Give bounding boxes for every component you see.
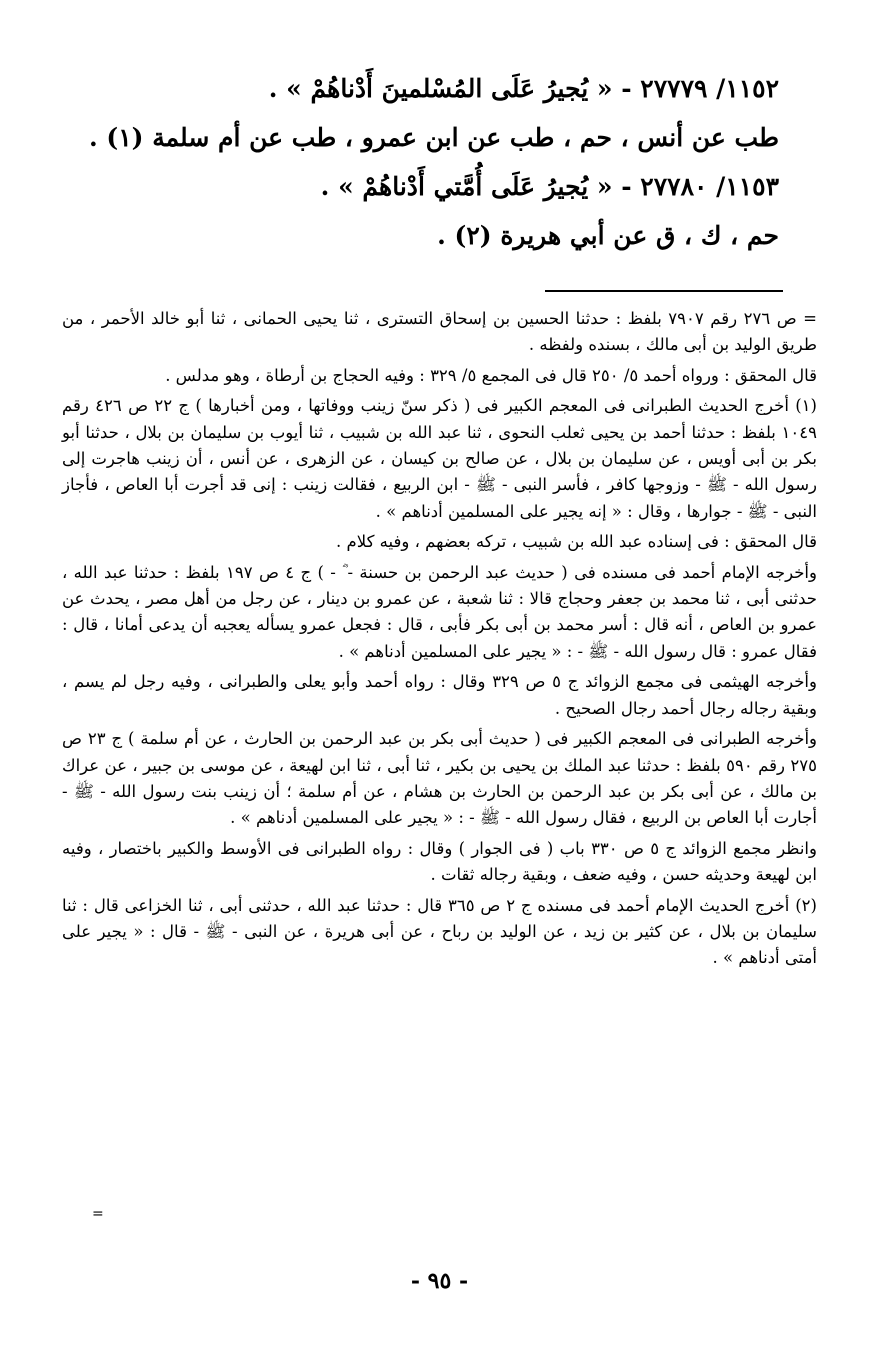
footnote-1: (١) أخرج الحديث الطبرانى فى المعجم الكبير فى ( ذكر سنّ زينب ووفاتها ، ومن أخبارها ) ج ٢٢ ص ٤٢٦ رقم ١٠٤٩ بلفظ : حدثنا أحمد بن يحيى ثعلب النحوى ، ثنا عبد الله بن شبيب ، ثنا أيوب بن سليمان بن بلال ، حدثنا أبو بكر بن أبى أويس ، عن سليمان بن بلال ، عن صالح بن كيسان ، عن الزهرى ، عن أنس ، أن زينب هاجرت إلى رسول الله - ﷺ - وزوجها كافر ، فأسر النبى - ﷺ - ابن الربيع ، فقالت زينب : إنى قد أجرت أبا العاص ، فأجاز النبى - ﷺ - جوارها ، وقال : « إنه يجير على المسلمين أدناهم » . [62,396,817,521]
footnote-separator [545,290,783,292]
footnotes [62,306,817,976]
hadith-1153-line: ١١٥٣/ ٢٧٧٨٠ - « يُجيرُ عَلَى أُمَّتي أَدْناهُمْ » . [320,172,779,201]
footnote-1-tabarani: وأخرجه الطبرانى فى المعجم الكبير فى ( حديث أبى بكر بن عبد الرحمن بن الحارث ، عن أم سلمة ) ج ٢٣ ص ٢٧٥ رقم ٥٩٠ بلفظ : حدثنا عبد الملك بن يحيى بن بكير ، ثنا أبى ، ثنا ابن لهيعة ، عن موسى بن جبير ، عن عراك بن مالك ، عن أبى بكر بن عبد الرحمن بن الحارث بن هشام ، عن أم سلمة ؛ أن زينب بنت رسول الله - ﷺ - أجارت أبا العاص بن الربيع ، فقال رسول الله - ﷺ - : « يجير على المسلمين أدناهم » . [62,729,817,828]
hadith-main-text [79,64,779,260]
footnote-1-haythami: وأخرجه الهيثمى فى مجمع الزوائد ج ٥ ص ٣٢٩ وقال : رواه أحمد وأبو يعلى والطبرانى ، وفيه رجل لم يسم ، وبقية رجاله رجال أحمد رجال الصحيح . [62,672,817,718]
footnote-1-ahmad: وأخرجه الإمام أحمد فى مسنده فى ( حديث عبد الرحمن بن حسنة - ؓ - ) ج ٤ ص ١٩٧ بلفظ : حدثنا عبد الله ، حدثنى أبى ، ثنا محمد بن جعفر وحجاج قالا : ثنا شعبة ، عن عمرو بن دينار ، عن رجل من أهل مصر ، يحدث عن عمرو بن العاص ، أنه قال : أسر محمد بن أبى بكر فأبى ، قال : فجعل عمرو يسأله يعجبه أن يدعى أمانا ، قال : فقال عمرو : قال رسول الله - ﷺ - : « يجير على المسلمين أدناهم » . [62,562,817,661]
page-number: - ٩٥ - [410,1268,469,1294]
hadith-1152-sources: طب عن أنس ، حم ، طب عن ابن عمرو ، طب عن أم سلمة (١) . [88,123,779,152]
footnote-1-majma: وانظر مجمع الزوائد ج ٥ ص ٣٣٠ باب ( فى الجوار ) وقال : رواه الطبرانى فى الأوسط والكبير باختصار ، وفيه ابن لهيعة وحديثه حسن ، وفيه ضعف ، وبقية رجاله ثقات . [62,838,817,885]
hadith-1153-sources: حم ، ك ، ق عن أبي هريرة (٢) . [437,221,779,250]
footnote-1-editor-note: قال المحقق : فى إسناده عبد الله بن شبيب ، تركه بعضهم ، وفيه كلام . [336,532,817,552]
continuation-mark: = [92,1206,104,1222]
footnote-2: (٢) أخرج الحديث الإمام أحمد فى مسنده ج ٢ ص ٣٦٥ قال : حدثنا عبد الله ، حدثنى أبى ، ثنا الخزاعى قال : ثنا سليمان بن بلال ، عن كثير بن زيد ، عن الوليد بن رباح ، عن أبى هريرة ، عن النبى - ﷺ - قال : « يجير على أمتى أدناهم » . [62,895,817,968]
hadith-1152-line: ١١٥٢/ ٢٧٧٧٩ - « يُجيرُ عَلَى المُسْلمينَ أَدْناهُمْ » . [268,74,779,103]
footnote-continuation: = ص ٢٧٦ رقم ٧٩٠٧ بلفظ : حدثنا الحسين بن إسحاق التسترى ، ثنا يحيى الحمانى ، ثنا أبو خالد الأحمر ، من طريق الوليد بن أبى مالك ، بسنده ولفظه . [62,309,817,355]
footnote-editor-note: قال المحقق : ورواه أحمد ٥/ ٢٥٠ قال فى المجمع ٥/ ٣٢٩ : وفيه الحجاج بن أرطاة ، وهو مدلس . [165,365,817,385]
